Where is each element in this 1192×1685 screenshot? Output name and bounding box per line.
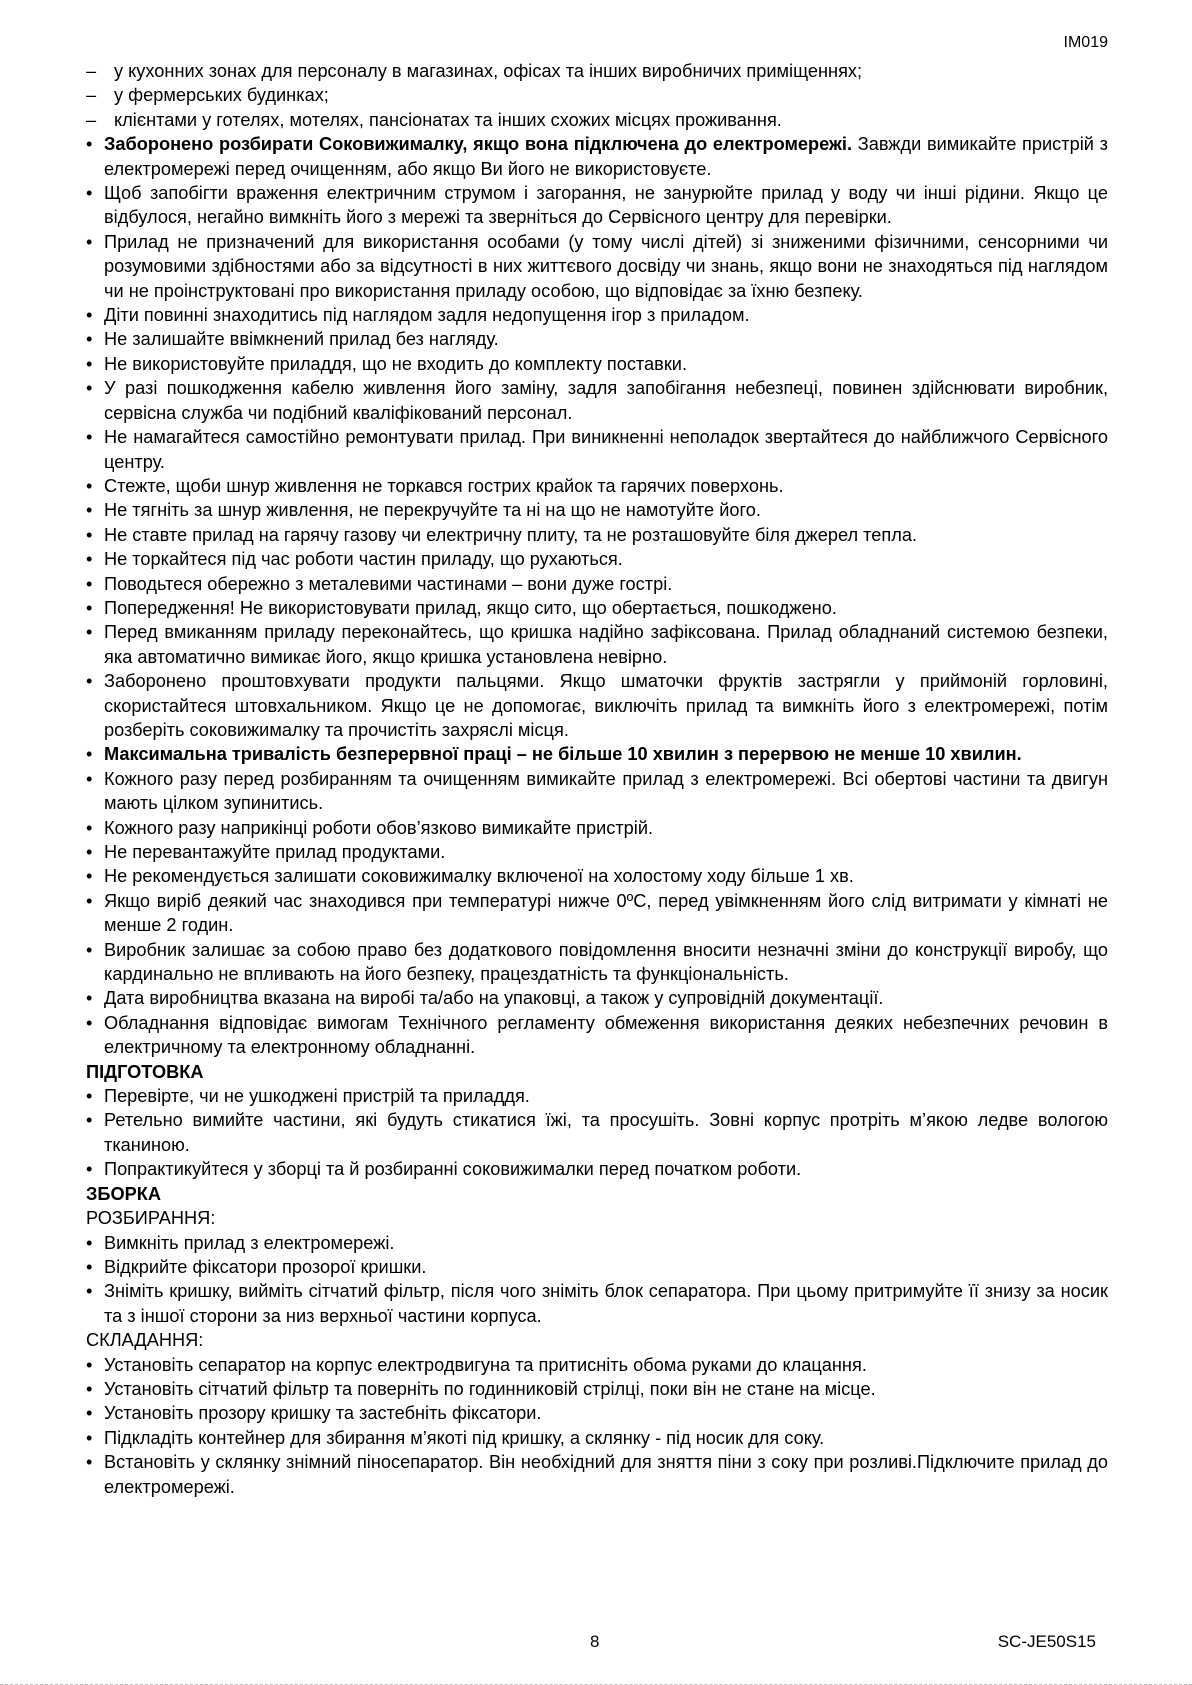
list-item: • Не торкайтеся під час роботи частин приладу, що рухаються. bbox=[86, 547, 1108, 571]
list-item: • Зніміть кришку, вийміть сітчатий фільтр, після чого зніміть блок сепаратора. При цьому притримуйте її знизу за носик та з іншої сторони за низ верхньої частини корпуса. bbox=[86, 1281, 1108, 1326]
bullet-marker: • bbox=[86, 744, 93, 765]
bullet-marker: • bbox=[86, 378, 93, 399]
list-item: • Виробник залишає за собою право без додаткового повідомлення вносити незначні зміни до конструкції виробу, що кардинально не впливають на його безпеку, працездатність та функціональність. bbox=[86, 939, 1108, 985]
bullet-marker: • bbox=[86, 671, 93, 692]
list-item: • Не рекомендується залишати соковижималку включеної на холостому ходу більше 1 хв. bbox=[86, 864, 1108, 888]
bullet-marker: • bbox=[86, 866, 93, 887]
bullet-marker: • bbox=[86, 134, 93, 155]
list-item: • Не залишайте ввімкнений прилад без нагляду. bbox=[86, 327, 1108, 351]
bullet-marker: • bbox=[86, 1232, 93, 1253]
list-item: • Прилад не призначений для використання особами (у тому числі дітей) зі зниженими фізичними, сенсорними чи розумовими здібностями або за відсутності в них життєвого досвіду чи знань, якщо вони не знаходяться під наглядом чи не проінструктовані про використання приладу особою, що відповідає за їхню безпеку. bbox=[86, 231, 1108, 301]
disassembly-list bbox=[86, 1231, 1108, 1329]
bullet-marker: • bbox=[86, 353, 93, 374]
list-item: • Максимальна тривалість безперервної праці – не більше 10 хвилин з перервою не менше 10 хвилин. bbox=[86, 742, 1108, 766]
bullet-marker: • bbox=[86, 524, 93, 545]
dash-marker: – bbox=[86, 85, 97, 106]
list-item: • Не тягніть за шнур живлення, не перекручуйте та ні на що не намотуйте його. bbox=[86, 498, 1108, 522]
bullet-marker: • bbox=[86, 1427, 93, 1448]
bullet-marker: • bbox=[86, 1354, 93, 1375]
safety-list bbox=[86, 132, 1108, 1059]
list-item: • Попередження! Не використовувати прилад, якщо сито, що обертається, пошкоджено. bbox=[86, 596, 1108, 620]
list-item: • Не ставте прилад на гарячу газову чи електричну плиту, та не розташовуйте біля джерел тепла. bbox=[86, 523, 1108, 547]
bullet-marker: • bbox=[86, 573, 93, 594]
bullet-marker: • bbox=[86, 427, 93, 448]
bullet-marker: • bbox=[86, 939, 93, 960]
list-item: • Не перевантажуйте прилад продуктами. bbox=[86, 840, 1108, 864]
list-item: • Відкрийте фіксатори прозорої кришки. bbox=[86, 1255, 1108, 1279]
bullet-marker: • bbox=[86, 988, 93, 1009]
list-item: • Установіть сітчатий фільтр та поверніть по годинниковій стрілці, поки він не стане на місце. bbox=[86, 1377, 1108, 1401]
list-item: – у кухонних зонах для персоналу в магазинах, офісах та інших виробничих приміщеннях; bbox=[86, 59, 1108, 83]
bullet-marker: • bbox=[86, 890, 93, 911]
list-item: • Установіть прозору кришку та застебніть фіксатори. bbox=[86, 1401, 1108, 1425]
bullet-marker: • bbox=[86, 1256, 93, 1277]
bullet-marker: • bbox=[86, 768, 93, 789]
list-item: • У разі пошкодження кабелю живлення його заміну, задля запобігання небезпеці, повинен здійснювати виробник, сервісна служба чи подібний кваліфікований персонал. bbox=[86, 378, 1108, 423]
list-item: – у фермерських будинках; bbox=[86, 83, 1108, 107]
usage-places-list bbox=[86, 59, 1108, 132]
bullet-marker: • bbox=[86, 597, 93, 618]
list-item: • Перед вмиканням приладу переконайтесь, що кришка надійно зафіксована. Прилад обладнаний системою безпеки, яка автоматично вимикає його, якщо кришка установлена невірно. bbox=[86, 622, 1108, 667]
document-code: IM019 bbox=[1063, 34, 1108, 51]
list-item: • Встановіть у склянку знімний піносепаратор. Він необхідний для зняття піни з соку при розливі.Підключите прилад до електромережі. bbox=[86, 1452, 1108, 1497]
section-heading-preparation: ПІДГОТОВКА bbox=[86, 1061, 204, 1082]
bullet-marker: • bbox=[86, 817, 93, 838]
list-item: • Стежте, щоби шнур живлення не торкався гострих крайок та гарячих поверхонь. bbox=[86, 474, 1108, 498]
bullet-marker: • bbox=[86, 329, 93, 350]
bullet-marker: • bbox=[86, 1086, 93, 1107]
list-item: – клієнтами у готелях, мотелях, пансіонатах та інших схожих місцях проживання. bbox=[86, 108, 1108, 132]
bullet-marker: • bbox=[86, 1281, 93, 1302]
list-item: • Не намагайтеся самостійно ремонтувати прилад. При виникненні неполадок звертайтеся до найближчого Сервісного центру. bbox=[86, 427, 1108, 472]
list-item: • Попрактикуйтеся у зборці та й розбиранні соковижималки перед початком роботи. bbox=[86, 1157, 1108, 1181]
list-item: • Не використовуйте приладдя, що не входить до комплекту поставки. bbox=[86, 352, 1108, 376]
bullet-marker: • bbox=[86, 500, 93, 521]
list-item: • Заборонено проштовхувати продукти пальцями. Якщо шматочки фруктів застрягли у приймоній горловині, скористайтеся штовхальником. Якщо це не допомогає, виключіть прилад та вимкніть його з електромережі, потім розберіть соковижималку та прочистіть захряслі місця. bbox=[86, 671, 1108, 740]
list-item: • Установіть сепаратор на корпус електродвигуна та притисніть обома руками до клацання. bbox=[86, 1353, 1108, 1377]
list-item: • Щоб запобігти враження електричним струмом і загорання, не занурюйте прилад у воду чи інші рідини. Якщо це відбулося, негайно вимкніть його з мережі та зверніться до Сервісного центру для перевірки. bbox=[86, 183, 1108, 228]
subheading-disassembly: РОЗБИРАННЯ: bbox=[86, 1208, 216, 1229]
bullet-marker: • bbox=[86, 475, 93, 496]
list-item: • Дата виробництва вказана на виробі та/або на упаковці, а також у супровідній документації. bbox=[86, 986, 1108, 1010]
page-number: 8 bbox=[590, 1632, 600, 1651]
bullet-marker: • bbox=[86, 549, 93, 570]
list-item: • Заборонено розбирати Соковижималку, якщо вона підключена до електромережі. Завжди вимикайте пристрій з електромережі перед очищенням, або якщо Ви його не використовуєте. bbox=[86, 134, 1108, 179]
bullet-marker: • bbox=[86, 231, 93, 252]
list-item: • Перевірте, чи не ушкоджені пристрій та приладдя. bbox=[86, 1084, 1108, 1108]
list-item: • Ретельно вимийте частини, які будуть стикатися їжі, та просушіть. Зовні корпус протріть м’якою ледве вологою тканиною. bbox=[86, 1110, 1108, 1155]
list-item: • Кожного разу перед розбиранням та очищенням вимикайте прилад з електромережі. Всі обертові частини та двигун мають цілком зупинитись. bbox=[86, 768, 1108, 814]
page-content bbox=[86, 59, 1108, 1499]
dash-marker: – bbox=[86, 109, 97, 130]
subheading-assembly: СКЛАДАННЯ: bbox=[86, 1330, 204, 1351]
bullet-marker: • bbox=[86, 1378, 93, 1399]
dash-marker: – bbox=[86, 61, 97, 81]
list-item: • Якщо виріб деякий час знаходився при температурі нижче 0ºC, перед увімкненням його слід витримати у кімнаті не менше 2 годин. bbox=[86, 890, 1108, 936]
bullet-marker: • bbox=[86, 1110, 93, 1131]
bullet-marker: • bbox=[86, 1452, 93, 1473]
assembly-steps-list bbox=[86, 1353, 1108, 1499]
bullet-marker: • bbox=[86, 842, 93, 862]
list-item: • Кожного разу наприкінці роботи обов’язково вимикайте пристрій. bbox=[86, 816, 1108, 840]
section-heading-assembly: ЗБОРКА bbox=[86, 1183, 161, 1204]
bullet-marker: • bbox=[86, 1403, 93, 1424]
bullet-marker: • bbox=[86, 1159, 93, 1180]
bullet-marker: • bbox=[86, 305, 93, 326]
bullet-marker: • bbox=[86, 183, 93, 204]
preparation-list bbox=[86, 1084, 1108, 1182]
bullet-marker: • bbox=[86, 622, 93, 643]
model-code: SC-JE50S15 bbox=[997, 1632, 1096, 1651]
list-item: • Поводьтеся обережно з металевими частинами – вони дуже гострі. bbox=[86, 572, 1108, 596]
list-item: • Вимкніть прилад з електромережі. bbox=[86, 1231, 1108, 1255]
list-item: • Підкладіть контейнер для збирання м’якоті під кришку, а склянку - під носик для соку. bbox=[86, 1426, 1108, 1450]
list-item: • Діти повинні знаходитись під наглядом задля недопущення ігор з приладом. bbox=[86, 303, 1108, 327]
list-item: • Обладнання відповідає вимогам Технічного регламенту обмеження використання деяких небезпечних речовин в електричному та електронному обладнанні. bbox=[86, 1012, 1108, 1058]
bullet-marker: • bbox=[86, 1012, 93, 1033]
